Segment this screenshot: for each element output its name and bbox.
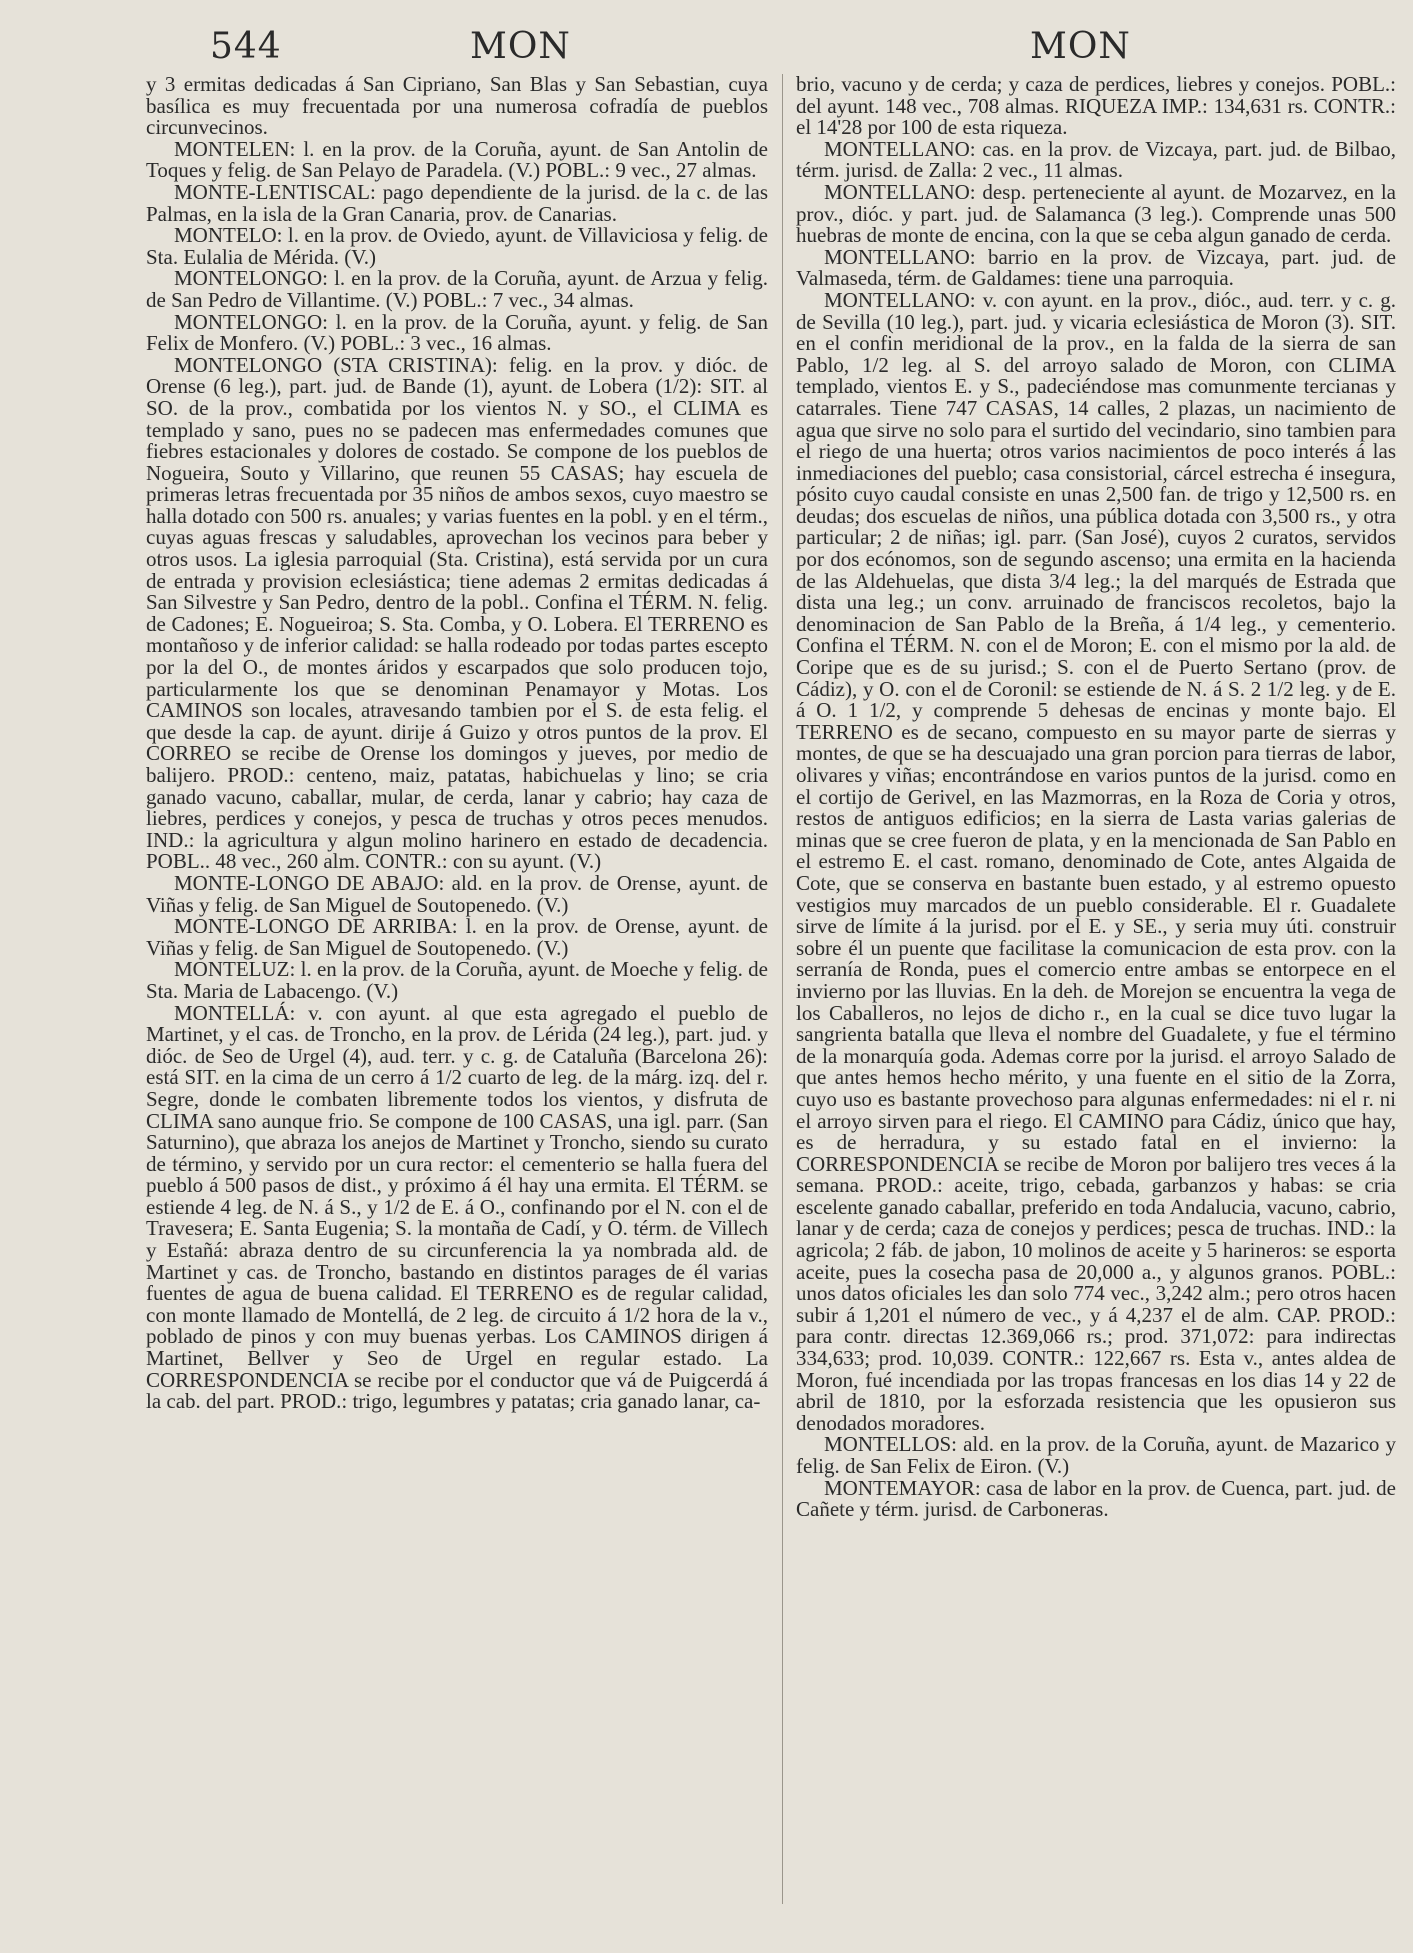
entry-continuation: y 3 ermitas dedicadas á San Cipriano, San Blas y San Sebastian, cuya basílica es muy frecuentada por una numerosa cofradía de pueblos circunvecinos. [146,74,768,140]
right-column [796,74,1396,1949]
entry-montelongo-arzua: MONTELONGO: l. en la prov. de la Coruña, ayunt. de Arzua y felig. de San Pedro de Villantime. (V.) POBL.: 7 vec., 34 almas. [146,266,768,312]
entry-montelongo-sta-cristina: MONTELONGO (STA CRISTINA): felig. en la prov. y dióc. de Orense (6 leg.), part. jud. de Bande (1), ayunt. de Lobera (1/2): SIT. al SO. de la prov., combatida por los vientos N. y SO., el CLIMA es templado y sano, pues no se padecen mas enfermedades comunes que fiebres estacionales y dolores de costado. Se compone de los pueblos de Nogueira, Souto y Villarino, que reunen 55 CASAS; hay escuela de primeras letras frecuentada por 35 niños de ambos sexos, cuyo maestro se halla dotado con 500 rs. anuales; y varias fuentes en la pobl. y en el térm., cuyas aguas frescas y saludables, aprovechan los vecinos para beber y otros usos. La iglesia parroquial (Sta. Cristina), está servida por un cura de entrada y provision eclesiástica; tiene ademas 2 ermitas dedicadas á San Silvestre y San Pedro, dentro de la pobl.. Confina el TÉRM. N. felig. de Cadones; E. Nogueiroa; S. Sta. Comba, y O. Lobera. El TERRENO es montañoso y de inferior calidad: se halla rodeado por todas partes escepto por la del O., de montes áridos y escarpados que solo producen tojo, particularmente los que se denominan Penamayor y Motas. Los CAMINOS son locales, atravesando tambien por el S. de esta felig. el que desde la cap. de ayunt. dirije á Guizo y otros puntos de la prov. El CORREO se recibe de Orense los domingos y jueves, por medio de balijero. PROD.: centeno, maiz, patatas, habichuelas y lino; se cria ganado vacuno, caballar, mular, de cerda, lanar y cabrio; hay caza de liebres, perdices y conejos, y pesca de truchas y otros peces menudos. IND.: la agricultura y algun molino harinero en estado de decadencia. POBL.. 48 vec., 260 alm. CONTR.: con su ayunt. (V.) [146,352,768,874]
entry-montemayor: MONTEMAYOR: casa de labor en la prov. de Cuenca, part. jud. de Cañete y térm. jurisd. de Carboneras. [796,1475,1396,1522]
entry-montellos: MONTELLOS: ald. en la prov. de la Coruña, ayunt. de Mazarico y felig. de San Felix de Eiron. (V.) [796,1432,1396,1478]
entry-monteluz: MONTELUZ: l. en la prov. de la Coruña, ayunt. de Moeche y felig. de Sta. Maria de Labacengo. (V.) [146,957,768,1003]
entry-monte-longo-de-abajo: MONTE-LONGO DE ABAJO: ald. en la prov. de Orense, ayunt. de Viñas y felig. de San Miguel de Soutopenedo. (V.) [146,870,768,917]
entry-montellano-barrio: MONTELLANO: barrio en la prov. de Vizcaya, part. jud. de Valmaseda, térm. de Galdames: tiene una parroquia. [796,244,1396,291]
entry-monte-longo-de-arriba: MONTE-LONGO DE ARRIBA: l. en la prov. de Orense, ayunt. de Viñas y felig. de San Miguel de Soutopenedo. (V.) [146,914,768,960]
entry-montelongo-monfero: MONTELONGO: l. en la prov. de la Coruña, ayunt. y felig. de San Felix de Monfero. (V.) POBL.: 3 vec., 16 almas. [146,309,768,356]
entry-montellano-salamanca: MONTELLANO: desp. perteneciente al ayunt. de Mozarvez, en la prov., dióc. y part. jud. de Salamanca (3 leg.). Comprende unas 500 huebras de monte de encina, con la que se ceba algun ganado de cerda. [796,179,1396,248]
entry-montelo: MONTELO: l. en la prov. de Oviedo, ayunt. de Villaviciosa y felig. de Sta. Eulalia de Mérida. (V.) [146,223,768,269]
running-head-right: MON [1030,26,1131,67]
left-column [146,74,768,1949]
entry-montellano-sevilla: MONTELLANO: v. con ayunt. en la prov., dióc., aud. terr. y c. g. de Sevilla (10 leg.), part. jud. y vicaria eclesiástica de Moron (3). SIT. en el confin meridional de la prov., en la falda de la sierra de san Pablo, 1/2 leg. al S. del arroyo salado de Moron, con CLIMA templado, vientos E. y S., padeciéndose mas comunmente tercianas y catarrales. Tiene 747 CASAS, 14 calles, 2 plazas, un nacimiento de agua que sirve no solo para el surtido del vecindario, sino tambien para el riego de una huerta; otros varios nacimientos de poco interés á las inmediaciones del pueblo; casa consistorial, cárcel estrecha é insegura, pósito cuyo caudal consiste en unas 2,500 fan. de trigo y 12,500 rs. en deudas; dos escuelas de niños, una pública dotada con 3,500 rs., y otra particular; 2 de niñas; igl. parr. (San José), cuyos 2 curatos, servidos por dos ecónomos, son de segundo ascenso; una ermita en la hacienda de las Aldehuelas, que dista 3/4 leg.; la del marqués de Estrada que dista una leg.; un conv. arruinado de franciscos recoletos, bajo la denominacion de San Pablo de la Breña, á 1/4 leg., y cementerio. Confina el TÉRM. N. con el de Moron; E. con el mismo por la ald. de Coripe que es de su jurisd.; S. con el de Puerto Sertano (prov. de Cádiz), y O. con el de Coronil: se estiende de N. á S. 2 1/2 leg. y de E. á O. 1 1/2, y comprende 5 dehesas de encinas y monte bajo. El TERRENO es de secano, compuesto en su mayor parte de sierras y montes, de que se ha descuajado una gran porcion para tierras de labor, olivares y viñas; encontrándose en varios puntos de la jurisd. como en el cortijo de Gerivel, en las Mazmorras, en la Roza de Coria y otros, restos de antiguos edificios; en la sierra de Lasta varias galerias de minas que se cree fueron de plata, y en la mencionada de San Pablo en el estremo E. el cast. romano, denominado de Cote, antes Algaida de Cote, que se conserva en bastante buen estado, y al estremo opuesto vestigios muy marcados de un pueblo considerable. El r. Guadalete sirve de límite á la jurisd. por el E. y SE., y seria muy úti. construir sobre él un puente que facilitase la comunicacion de esta prov. con la serranía de Ronda, pues el comercio entre ambas se entorpece en el invierno por las lluvias. En la deh. de Morejon se encuentra la vega de los Caballeros, no lejos de dicho r., en la cual se dice tuvo lugar la sangrienta batalla que lleva el nombre del Guadalete, y fue el término de la monarquía goda. Ademas corre por la jurisd. el arroyo Salado de que antes hemos hecho mérito, y una fuente en el sitio de la Zorra, cuyo uso es bastante provechoso para algunas enfermedades: ni el r. ni el arroyo sirven para el riego. El CAMINO para Cádiz, único que hay, es de herradura, y su estado fatal en el invierno: la CORRESPONDENCIA se recibe de Moron por balijero tres veces á la semana. PROD.: aceite, trigo, cebada, garbanzos y habas: se cria escelente ganado caballar, preferido en toda Andalucia, vacuno, cabrio, lanar y de cerda; caza de conejos y perdices; pesca de truchas. IND.: la agricola; 2 fáb. de jabon, 10 molinos de aceite y 5 harineros: se esporta aceite, pues la cosecha pasa de 20,000 a., y algunos granos. POBL.: unos datos oficiales les dan solo 774 vec., 3,242 alm.; pero otros hacen subir á 1,201 el número de vec., y á 4,237 el de alm. CAP. PROD.: para contr. directas 12.369,066 rs.; prod. 371,072: para indirectas 334,633; prod. 10,039. CONTR.: 122,667 rs. Esta v., antes aldea de Moron, fué incendiada por las tropas francesas en los dias 14 y 22 de abril de 1810, por la esforzada resistencia que les opusieron sus denodados moradores. [796,287,1396,1435]
entry-montella: MONTELLÁ: v. con ayunt. al que esta agregado el pueblo de Martinet, y el cas. de Troncho, en la prov. de Lérida (24 leg.), part. jud. y dióc. de Seo de Urgel (4), aud. terr. y c. g. de Cataluña (Barcelona 26): está SIT. en la cima de un cerro á 1/2 cuarto de leg. de la márg. izq. del r. Segre, donde le combaten libremente todos los vientos, y disfruta de CLIMA sano aunque frio. Se compone de 100 CASAS, una igl. parr. (San Saturnino), que abraza los anejos de Martinet y Troncho, siendo su curato de término, y servido por un cura rector: el cementerio se halla fuera del pueblo á 500 pasos de dist., y próximo á él hay una ermita. El TÉRM. se estiende 4 leg. de N. á S., y 1/2 de E. á O., confinando por el N. con el de Travesera; E. Santa Eugenia; S. la montaña de Cadí, y O. térm. de Villech y Estañá: abraza dentro de su circunferencia la ya nombrada ald. de Martinet y cas. de Troncho, bastando en distintos parages de él varias fuentes de agua de buena calidad. El TERRENO es de regular calidad, con monte llamado de Montellá, de 2 leg. de circuito á 1/2 hora de la v., poblado de pinos y con muy buenas yerbas. Los CAMINOS dirigen á Martinet, Bellver y Seo de Urgel en regular estado. La CORRESPONDENCIA se recibe por el conductor que vá de Puigcerdá á la cab. del part. PROD.: trigo, legumbres y patatas; cria ganado lanar, ca- [146,1000,768,1414]
entry-montellano-vizcaya: MONTELLANO: cas. en la prov. de Vizcaya, part. jud. de Bilbao, térm. jurisd. de Zalla: 2 vec., 11 almas. [796,136,1396,183]
entry-montelen: MONTELEN: l. en la prov. de la Coruña, ayunt. de San Antolin de Toques y felig. de San Pelayo de Paradela. (V.) POBL.: 9 vec., 27 almas. [146,136,768,183]
running-head-left: MON [470,26,571,67]
page-number: 544 [210,26,282,67]
entry-monte-lentiscal: MONTE-LENTISCAL: pago dependiente de la jurisd. de la c. de las Palmas, en la isla de la Gran Canaria, prov. de Canarias. [146,179,768,226]
entry-continuation-montella: brio, vacuno y de cerda; y caza de perdices, liebres y conejos. POBL.: del ayunt. 148 vec., 708 almas. RIQUEZA IMP.: 134,631 rs. CONTR.: el 14'28 por 100 de esta riqueza. [796,74,1396,140]
column-divider [782,74,783,1904]
